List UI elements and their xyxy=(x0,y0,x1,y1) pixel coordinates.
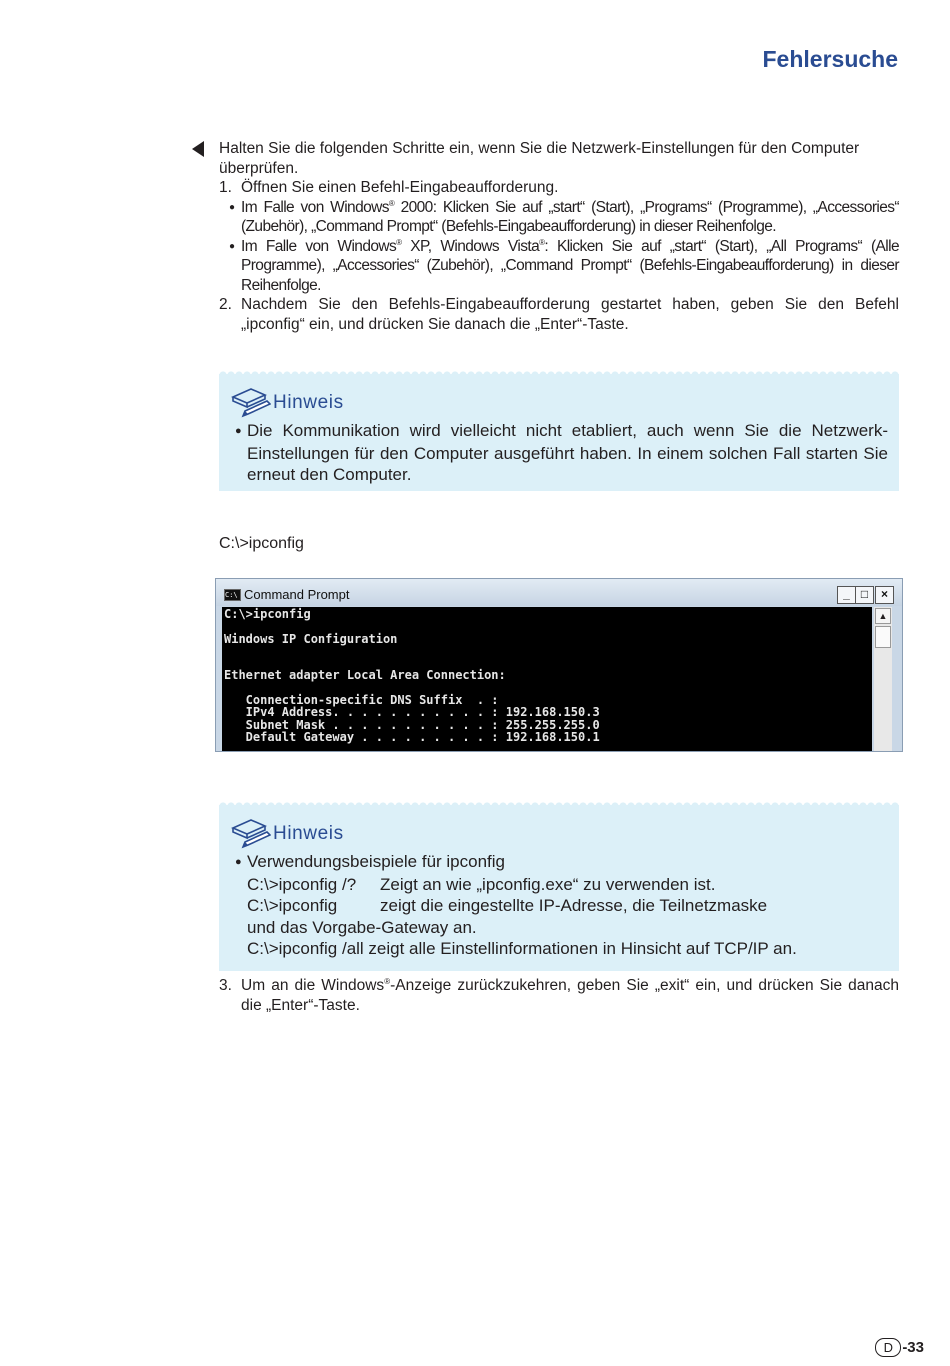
bullet-windows-xp-vista xyxy=(219,237,899,296)
bullet-icon: ● xyxy=(235,425,242,437)
close-button[interactable]: × xyxy=(875,586,894,604)
command-caption: C:\>ipconfig xyxy=(219,535,304,552)
usage-command: C:\>ipconfig /all xyxy=(247,939,364,958)
note-text: Verwendungsbeispiele für ipconfig xyxy=(247,852,506,871)
scroll-thumb[interactable] xyxy=(875,626,891,648)
pencil-note-icon xyxy=(231,818,271,850)
page-number-text: -33 xyxy=(902,1339,924,1356)
note-label: Hinweis xyxy=(273,823,344,844)
step-3 xyxy=(219,976,899,1015)
note-bullet xyxy=(235,851,888,874)
bullet-text: Im Falle von Windows xyxy=(241,198,389,216)
step-number: 3. xyxy=(219,977,232,994)
note-header xyxy=(231,817,344,851)
command-prompt-icon: C:\ xyxy=(224,589,241,601)
registered-mark: ® xyxy=(396,237,402,247)
console-line: Ethernet adapter Local Area Connection: xyxy=(224,668,506,683)
usage-description: zeigt alle Einstellinformationen in Hinsicht auf TCP/IP an. xyxy=(363,939,797,958)
step-text: Öffnen Sie einen Befehl-Eingabeaufforderung. xyxy=(241,179,559,196)
page-title: Fehlersuche xyxy=(762,46,898,72)
scroll-up-button[interactable]: ▲ xyxy=(875,608,891,624)
registered-mark: ® xyxy=(388,198,395,208)
step-3-section xyxy=(219,976,899,1015)
window-title: Command Prompt xyxy=(244,587,350,602)
note-label: Hinweis xyxy=(273,392,344,413)
step-text: Um an die Windows xyxy=(241,977,385,994)
minimize-button[interactable]: _ xyxy=(837,586,856,604)
step-2 xyxy=(219,295,899,334)
window-titlebar[interactable] xyxy=(216,579,902,606)
maximize-button[interactable]: □ xyxy=(855,586,874,604)
console-line xyxy=(224,645,870,657)
step-number: 2. xyxy=(219,296,232,313)
usage-row xyxy=(235,938,888,960)
vertical-scrollbar[interactable] xyxy=(874,607,892,751)
console-line: Connection-specific DNS Suffix . : xyxy=(224,693,499,708)
step-text: -Anzeige zurückzukehren, geben Sie „exit“ ein, und drücken Sie danach die „Enter“-Taste. xyxy=(241,977,900,1014)
usage-command: C:\>ipconfig /? xyxy=(247,874,357,894)
console-line: Subnet Mask . . . . . . . . . . . : 255.255.255.0 xyxy=(224,717,600,732)
bullet-text: 2000: Klicken Sie auf „start“ (Start), „Programs“ (Programme), „Accessories“ (Zubehör), „Command Prompt“ (Befehls-Eingabeaufforderung) in dieser Reihenfolge. xyxy=(241,198,899,235)
bullet-icon: ● xyxy=(235,856,242,868)
console-line: IPv4 Address. . . . . . . . . . . : 192.168.150.3 xyxy=(224,705,600,720)
usage-row xyxy=(235,874,888,896)
note-body xyxy=(235,420,888,486)
intro-text: Halten Sie die folgenden Schritte ein, wenn Sie die Netzwerk-Einstellungen für den Computer überprüfen. xyxy=(219,140,860,177)
note-body xyxy=(235,851,888,960)
bullet-icon: ● xyxy=(229,201,235,213)
note-box-ipconfig-usage xyxy=(219,805,899,971)
bullet-windows-2000 xyxy=(219,198,899,237)
step-1 xyxy=(219,178,899,198)
usage-command: C:\>ipconfig xyxy=(247,896,338,915)
step-number: 1. xyxy=(219,179,232,196)
command-prompt-window[interactable] xyxy=(215,578,903,752)
bullet-icon: ● xyxy=(229,240,235,252)
usage-row xyxy=(235,895,888,917)
console-output[interactable] xyxy=(222,607,872,751)
usage-description: Zeigt an wie „ipconfig.exe“ zu verwenden ist. xyxy=(380,874,716,894)
note-box xyxy=(219,374,899,491)
pencil-note-icon xyxy=(231,387,271,419)
registered-mark: ® xyxy=(539,237,545,247)
bullet-text: : Klicken Sie auf „start“ (Start), „All Programs“ (Alle Programme), „Accessories“ (Zubehör), „Command Prompt“ (Befehls-Eingabeaufforderung) in dieser Reihenfolge. xyxy=(241,237,899,294)
note-bullet xyxy=(235,420,888,486)
note-text: Die Kommunikation wird vielleicht nicht etabliert, auch wenn Sie die Netzwerk-Einstellungen für den Computer ausgeführt haben. In einem solchen Fall starten Sie erneut den Computer. xyxy=(247,421,888,484)
console-line: C:\>ipconfig xyxy=(224,607,311,621)
console-line: Default Gateway . . . . . . . . . : 192.168.150.1 xyxy=(224,729,600,744)
section-marker-arrow-icon xyxy=(192,141,204,157)
step-text: Nachdem Sie den Befehls-Eingabeaufforderung gestartet haben, geben Sie den Befehl „ipconfig“ ein, und drücken Sie danach die „Enter“-Taste. xyxy=(241,296,899,333)
usage-description: zeigt die eingestellte IP-Adresse, die Teilnetzmaske xyxy=(380,896,768,915)
page-number xyxy=(875,1338,924,1357)
console-line: Windows IP Configuration xyxy=(224,631,398,646)
bullet-text: XP, Windows Vista xyxy=(401,237,540,255)
console-line xyxy=(224,620,870,632)
registered-mark: ® xyxy=(384,977,391,986)
bullet-text: Im Falle von Windows xyxy=(241,237,397,255)
language-badge: D xyxy=(875,1338,901,1357)
note-header xyxy=(231,386,344,420)
usage-row-continued: und das Vorgabe-Gateway an. xyxy=(247,917,477,937)
intro-section xyxy=(219,139,899,334)
